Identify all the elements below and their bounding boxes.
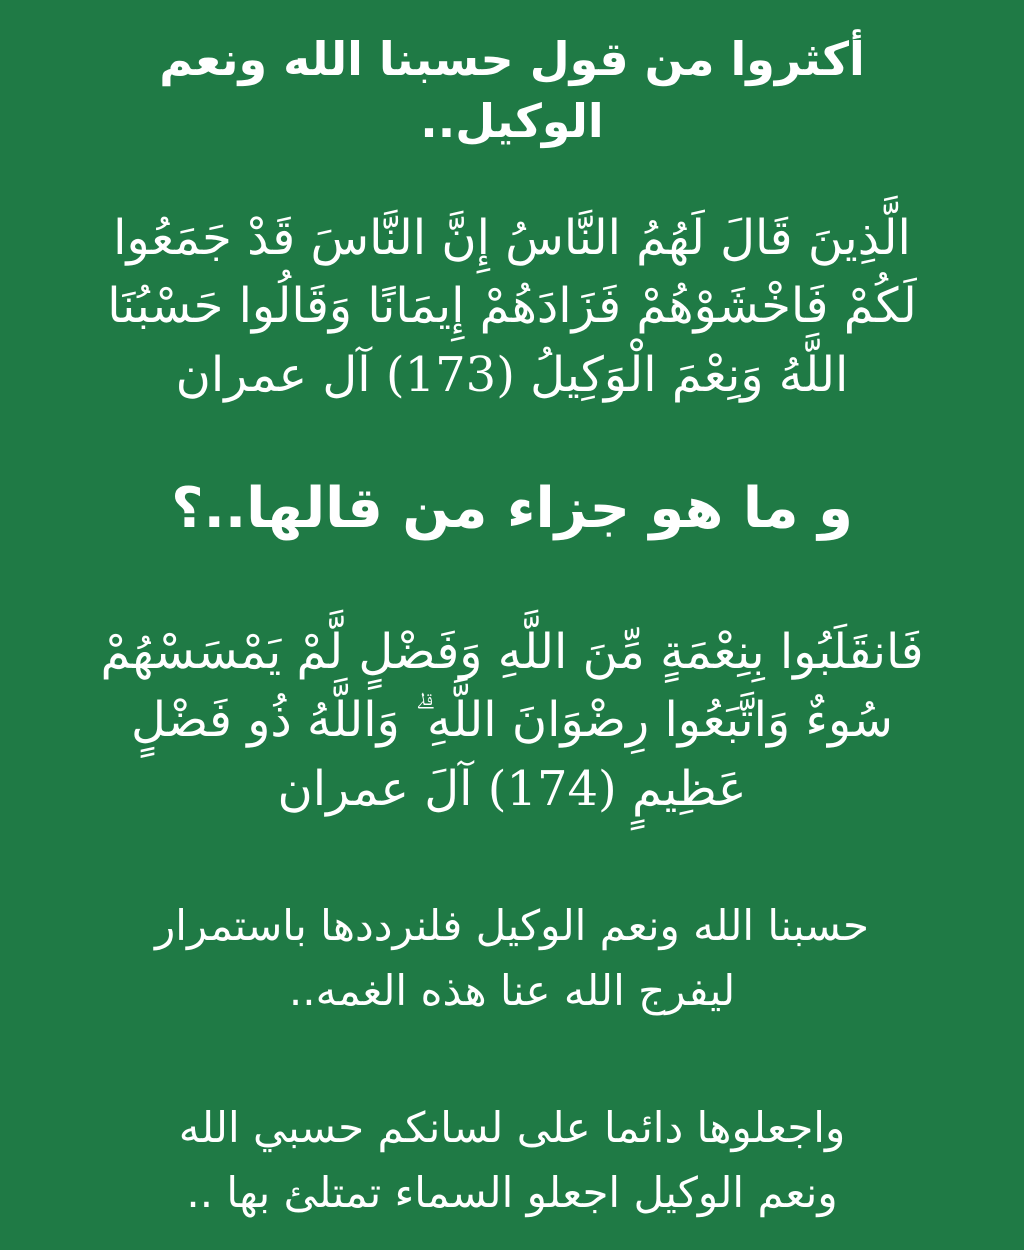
paragraph-line: ونعم الوكيل اجعلو السماء تمتلئ بها .. <box>186 1168 838 1217</box>
verse-174-line: فَانقَلَبُوا بِنِعْمَةٍ مِّنَ اللَّهِ وَفَضْلٍ لَّمْ يَمْسَسْهُمْ <box>100 624 924 681</box>
verse-173-line: اللَّهُ وَنِعْمَ الْوَكِيلُ (173) آل عمران <box>175 346 849 403</box>
paragraph-line: واجعلوها دائما على لسانكم حسبي الله <box>178 1102 846 1152</box>
paragraph-line: ليفرج الله عنا هذه الغمه.. <box>288 965 736 1015</box>
title-heading: أكثروا من قول حسبنا الله ونعم الوكيل.. <box>159 32 865 149</box>
verse-173 <box>60 204 964 408</box>
paragraph-line: حسبنا الله ونعم الوكيل فلنرددها باستمرار <box>155 900 869 950</box>
verse-174 <box>60 618 964 822</box>
verse-174-line: سُوءٌ وَاتَّبَعُوا رِضْوَانَ اللَّهِ ۗ وَاللَّهُ ذُو فَضْلٍ <box>131 692 893 749</box>
question-heading: و ما هو جزاء من قالها..؟ <box>171 475 853 541</box>
verse-173-line: لَكُمْ فَاخْشَوْهُمْ فَزَادَهُمْ إِيمَانًا وَقَالُوا حَسْبُنَا <box>107 278 917 335</box>
verse-174-line: عَظِيمٍ (174) آلَ عمران <box>277 760 747 817</box>
exhortation-paragraph <box>60 893 964 1023</box>
verse-173-line: الَّذِينَ قَالَ لَهُمُ النَّاسُ إِنَّ النَّاسَ قَدْ جَمَعُوا <box>113 210 911 267</box>
closing-paragraph <box>60 1095 964 1225</box>
